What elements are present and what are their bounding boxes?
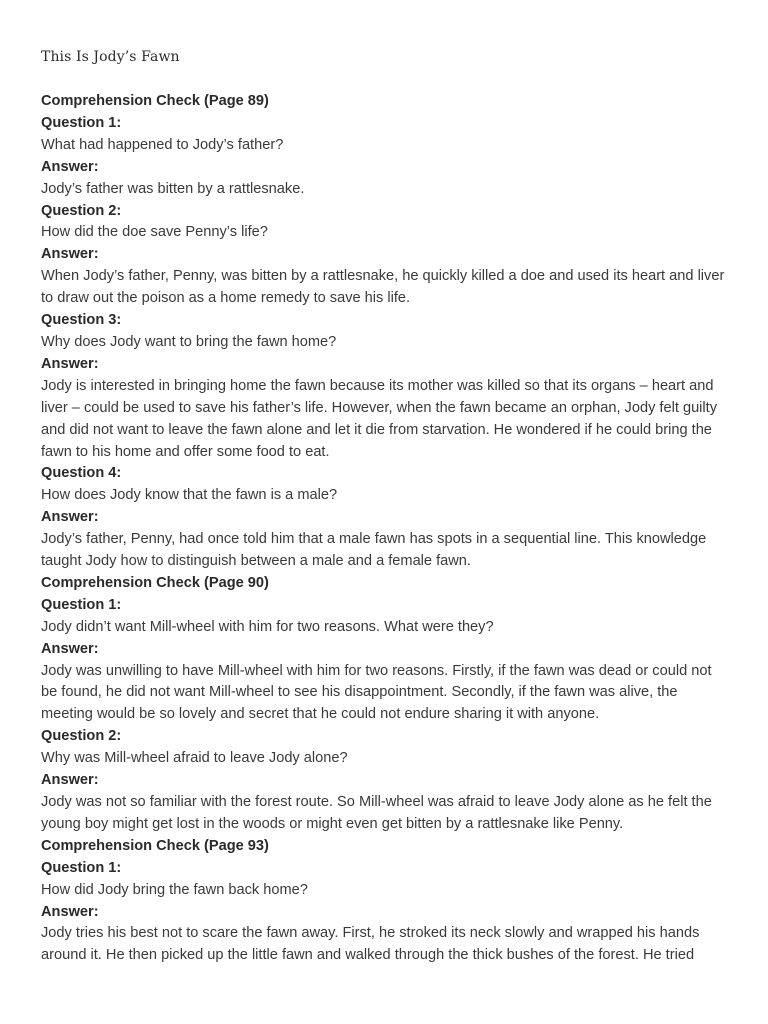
body-text: When Jody’s father, Penny, was bitten by a rattlesnake, he quickly killed a doe and used its heart and liver to draw out the poison as a home remedy to save his life. [41, 268, 725, 307]
section-heading: Comprehension Check (Page 90) [41, 574, 269, 591]
answer-label: Answer: [41, 158, 99, 175]
answer-label: Answer: [41, 903, 99, 920]
body-text: Why does Jody want to bring the fawn home? [41, 333, 337, 350]
document-body [41, 91, 731, 967]
question-label: Question 1: [41, 596, 122, 613]
body-text: Jody tries his best not to scare the fawn away. First, he stroked its neck slowly and wrapped his hands around it. He then picked up the little fawn and walked through the thick bushes of the forest. He tried [41, 925, 700, 964]
answer-label: Answer: [41, 246, 99, 263]
answer-label: Answer: [41, 509, 99, 526]
question-label: Question 2: [41, 202, 122, 219]
body-text: Jody was unwilling to have Mill-wheel with him for two reasons. Firstly, if the fawn was dead or could not be found, he did not want Mill-wheel to see his disappointment. Secondly, if the fawn was alive, the meeting would be so lovely and secret that he could not endure sharing it with anyone. [41, 662, 712, 723]
body-text: Why was Mill-wheel afraid to leave Jody alone? [41, 750, 348, 767]
body-text: Jody didn’t want Mill-wheel with him for two reasons. What were they? [41, 618, 494, 635]
answer-label: Answer: [41, 355, 99, 372]
body-text: How does Jody know that the fawn is a male? [41, 487, 338, 504]
body-text: How did the doe save Penny’s life? [41, 224, 268, 241]
question-label: Question 2: [41, 728, 122, 745]
question-label: Question 3: [41, 312, 122, 329]
body-text: How did Jody bring the fawn back home? [41, 881, 308, 898]
body-text: What had happened to Jody’s father? [41, 136, 284, 153]
body-text: Jody’s father, Penny, had once told him that a male fawn has spots in a sequential line. This knowledge taught Jody how to distinguish between a male and a female fawn. [41, 531, 707, 570]
body-text: Jody was not so familiar with the forest route. So Mill-wheel was afraid to leave Jody alone as he felt the young boy might get lost in the woods or might even get bitten by a rattlesnake like Penny. [41, 794, 712, 832]
body-text: Jody’s father was bitten by a rattlesnake. [41, 180, 305, 197]
question-label: Question 1: [41, 859, 122, 876]
section-heading: Comprehension Check (Page 89) [41, 93, 269, 109]
section-heading: Comprehension Check (Page 93) [41, 837, 269, 854]
answer-label: Answer: [41, 640, 99, 657]
answer-label: Answer: [41, 772, 99, 789]
body-text: Jody is interested in bringing home the fawn because its mother was killed so that its organs – heart and liver – could be used to save his father’s life. However, when the fawn became an orphan, Jody felt guilty and did not want to leave the fawn alone and let it die from starvation. He wondered if he could bring the fawn to his home and offer some food to eat. [41, 377, 718, 460]
document-title: This Is Jody’s Fawn [41, 49, 180, 65]
question-label: Question 4: [41, 465, 122, 482]
question-label: Question 1: [41, 114, 122, 131]
